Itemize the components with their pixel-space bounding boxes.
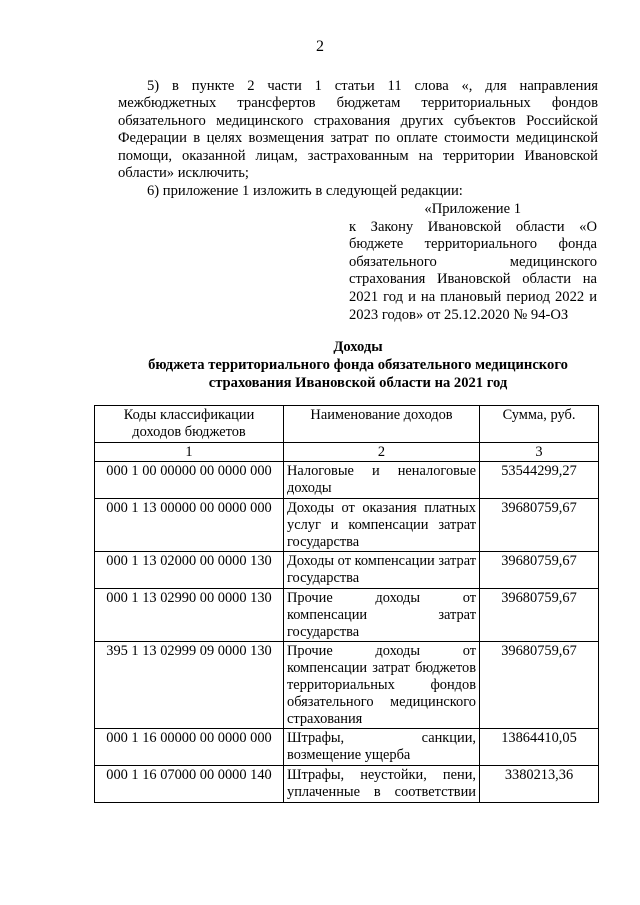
header-sum: Сумма, руб. bbox=[480, 406, 599, 443]
appendix-title: «Приложение 1 bbox=[424, 201, 521, 217]
table-row bbox=[95, 552, 599, 589]
table-row bbox=[95, 462, 599, 499]
income-sum: 13864410,05 bbox=[480, 729, 599, 766]
income-sum: 3380213,36 bbox=[480, 765, 599, 802]
income-name: Прочие доходы от компенсации затрат государства bbox=[284, 588, 480, 641]
income-name: Налоговые и неналоговые доходы bbox=[284, 462, 480, 499]
table-title-line-2: бюджета территориального фонда обязательного медицинского bbox=[148, 357, 568, 373]
table-column-numbers-row bbox=[95, 442, 599, 462]
income-code: 000 1 13 02990 00 0000 130 bbox=[95, 588, 284, 641]
paragraph-item-5: 5) в пункте 2 части 1 статьи 11 слова «, для направления межбюджетных трансфертов бюджетам территориальных фондов обязательного медицинского страхования других субъектов Российской Федерации в целях возмещения затрат по оплате стоимости медицинской помощи, оказанной лицам, застрахованным на территории Ивановской области» исключить; bbox=[118, 78, 598, 182]
income-code: 000 1 16 07000 00 0000 140 bbox=[95, 765, 284, 802]
table-row bbox=[95, 498, 599, 551]
income-name: Штрафы, санкции, возмещение ущерба bbox=[284, 729, 480, 766]
table-row bbox=[95, 642, 599, 729]
income-sum: 39680759,67 bbox=[480, 498, 599, 551]
header-income-name: Наименование доходов bbox=[284, 406, 480, 443]
table-row bbox=[95, 588, 599, 641]
table-row bbox=[95, 765, 599, 802]
income-table bbox=[94, 405, 599, 803]
income-code: 395 1 13 02999 09 0000 130 bbox=[95, 642, 284, 729]
income-name: Штрафы, неустойки, пени, уплаченные в соответствии bbox=[284, 765, 480, 802]
column-number-3: 3 bbox=[480, 442, 599, 462]
income-name: Доходы от компенсации затрат государства bbox=[284, 552, 480, 589]
appendix-reference: к Закону Ивановской области «О бюджете территориального фонда обязательного медицинского страхования Ивановской области на 2021 год и на плановый период 2022 и 2023 годов» от 25.12.2020 № 94-ОЗ bbox=[349, 218, 597, 323]
table-title bbox=[118, 338, 598, 392]
table-title-line-3: страхования Ивановской области на 2021 год bbox=[208, 375, 508, 391]
column-number-2: 2 bbox=[284, 442, 480, 462]
income-name: Доходы от оказания платных услуг и компенсации затрат государства bbox=[284, 498, 480, 551]
income-name: Прочие доходы от компенсации затрат бюджетов территориальных фондов обязательного медицинского страхования bbox=[284, 642, 480, 729]
income-code: 000 1 13 02000 00 0000 130 bbox=[95, 552, 284, 589]
table-row bbox=[95, 729, 599, 766]
page-number: 2 bbox=[316, 38, 324, 55]
income-code: 000 1 13 00000 00 0000 000 bbox=[95, 498, 284, 551]
income-sum: 39680759,67 bbox=[480, 588, 599, 641]
column-number-1: 1 bbox=[95, 442, 284, 462]
header-codes: Коды классификации доходов бюджетов bbox=[95, 406, 284, 443]
table-title-line-1: Доходы bbox=[333, 339, 383, 355]
paragraph-item-6: 6) приложение 1 изложить в следующей редакции: bbox=[147, 183, 463, 199]
table-header-row bbox=[95, 406, 599, 443]
income-sum: 53544299,27 bbox=[480, 462, 599, 499]
income-sum: 39680759,67 bbox=[480, 552, 599, 589]
income-sum: 39680759,67 bbox=[480, 642, 599, 729]
appendix-caption bbox=[349, 201, 597, 324]
income-code: 000 1 16 00000 00 0000 000 bbox=[95, 729, 284, 766]
income-code: 000 1 00 00000 00 0000 000 bbox=[95, 462, 284, 499]
